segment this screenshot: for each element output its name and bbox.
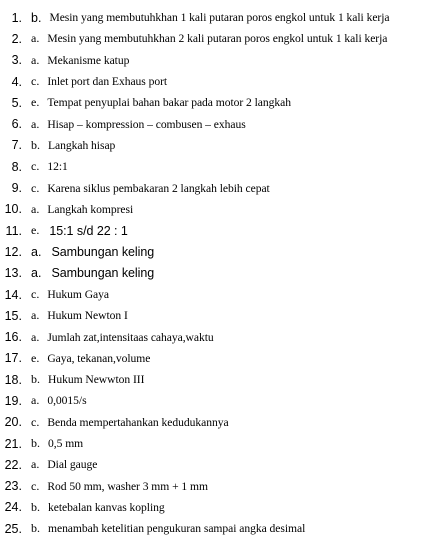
- answer-number: 4.: [11, 74, 22, 89]
- answer-text: Karena siklus pembakaran 2 langkah lebih cepat: [47, 181, 270, 195]
- answer-text: 15:1 s/d 22 : 1: [49, 223, 128, 238]
- answer-letter: c.: [31, 478, 40, 493]
- answer-row-7: [0, 135, 436, 156]
- answer-text: Jumlah zat,intensitaas cahaya,waktu: [47, 330, 214, 344]
- answer-number: 24.: [4, 500, 22, 515]
- answer-row-5: [0, 92, 436, 113]
- answer-letter: a.: [31, 457, 40, 472]
- answer-number: 18.: [4, 372, 22, 387]
- answer-number: 2.: [11, 31, 22, 46]
- answer-row-17: [0, 348, 436, 369]
- answer-text: Sambungan keling: [51, 266, 155, 281]
- answer-text: Langkah kompresi: [47, 202, 134, 216]
- answer-row-11: [0, 220, 436, 241]
- answer-letter: c.: [31, 74, 40, 89]
- answer-number: 19.: [4, 393, 22, 408]
- answer-letter: c.: [31, 159, 40, 174]
- answer-letter: a.: [31, 201, 40, 216]
- answer-letter: b.: [31, 137, 40, 152]
- answer-text: Tempat penyuplai bahan bakar pada motor 2 langkah: [47, 96, 291, 110]
- answer-letter: b.: [31, 499, 40, 514]
- answer-letter: b.: [31, 10, 42, 25]
- answer-number: 6.: [11, 117, 22, 132]
- answer-text: 12:1: [47, 160, 68, 174]
- answer-letter: c.: [31, 287, 40, 301]
- answer-number: 17.: [4, 351, 22, 366]
- answer-letter: e.: [31, 350, 40, 365]
- answer-letter: a.: [31, 244, 42, 259]
- answer-letter: e.: [31, 223, 40, 238]
- answer-number: 9.: [11, 181, 22, 196]
- answer-text: Hukum Gaya: [47, 288, 109, 301]
- answer-row-1: [0, 7, 436, 28]
- answer-number: 7.: [11, 138, 22, 153]
- answer-row-13: [0, 263, 436, 284]
- answer-text: Rod 50 mm, washer 3 mm + 1 mm: [47, 479, 208, 493]
- answer-row-23: [0, 476, 436, 497]
- answer-text: ketebalan kanvas kopling: [48, 500, 165, 514]
- answer-row-3: [0, 50, 436, 71]
- answer-text: 0,5 mm: [48, 437, 84, 451]
- answer-number: 20.: [4, 415, 22, 430]
- answer-row-21: [0, 433, 436, 454]
- answer-number: 12.: [4, 244, 22, 259]
- answer-number: 22.: [4, 457, 22, 472]
- answer-row-22: [0, 454, 436, 475]
- answer-letter: a.: [31, 329, 40, 344]
- answer-text: Hukum Newton I: [47, 309, 128, 323]
- answer-row-14: [0, 284, 436, 305]
- answer-letter: a.: [31, 31, 40, 46]
- answer-text: Hukum Newwton III: [48, 373, 145, 387]
- answer-row-20: [0, 412, 436, 433]
- answer-text: Inlet port dan Exhaus port: [47, 75, 168, 89]
- answer-row-12: [0, 241, 436, 262]
- answer-text: Sambungan keling: [51, 244, 155, 259]
- answer-row-10: [0, 199, 436, 220]
- answer-letter: a.: [31, 308, 40, 323]
- answer-number: 16.: [4, 330, 22, 345]
- answer-row-6: [0, 113, 436, 134]
- answer-letter: b.: [31, 372, 40, 387]
- answer-text: Mesin yang membutuhkhan 1 kali putaran poros engkol untuk 1 kali kerja: [49, 11, 390, 25]
- answer-number: 3.: [11, 53, 22, 68]
- answer-letter: c.: [31, 414, 40, 429]
- answer-number: 1.: [11, 10, 22, 25]
- answer-text: Benda mempertahankan kedudukannya: [47, 415, 229, 429]
- answer-row-16: [0, 326, 436, 347]
- answer-row-18: [0, 369, 436, 390]
- answer-key-list: [0, 7, 436, 539]
- answer-text: Gaya, tekanan,volume: [47, 351, 151, 365]
- answer-text: 0,0015/s: [47, 394, 87, 408]
- answer-text: Hisap – kompression – combusen – exhaus: [47, 117, 246, 131]
- answer-number: 23.: [4, 479, 22, 494]
- answer-row-24: [0, 497, 436, 518]
- answer-letter: b.: [31, 521, 40, 536]
- answer-number: 21.: [4, 436, 22, 451]
- answer-row-2: [0, 28, 436, 49]
- answer-letter: c.: [31, 180, 40, 195]
- answer-text: Mekanisme katup: [47, 53, 130, 67]
- answer-row-8: [0, 156, 436, 177]
- answer-number: 10.: [4, 202, 22, 217]
- answer-row-25: [0, 518, 436, 539]
- answer-text: Dial gauge: [47, 458, 98, 472]
- answer-row-15: [0, 305, 436, 326]
- answer-letter: a.: [31, 266, 42, 281]
- answer-number: 8.: [11, 159, 22, 174]
- answer-row-4: [0, 71, 436, 92]
- answer-row-9: [0, 177, 436, 198]
- answer-number: 13.: [4, 266, 22, 281]
- answer-letter: a.: [31, 393, 40, 408]
- answer-row-19: [0, 390, 436, 411]
- answer-letter: a.: [31, 116, 40, 131]
- answer-number: 11.: [5, 223, 22, 238]
- answer-letter: e.: [31, 95, 40, 110]
- answer-text: Mesin yang membutuhkhan 2 kali putaran poros engkol untuk 1 kali kerja: [47, 32, 388, 46]
- answer-letter: a.: [31, 52, 40, 67]
- answer-text: menambah ketelitian pengukuran sampai angka desimal: [48, 522, 306, 536]
- answer-number: 5.: [11, 95, 22, 110]
- answer-letter: b.: [31, 436, 40, 451]
- answer-text: Langkah hisap: [48, 138, 116, 152]
- answer-number: 14.: [4, 287, 22, 302]
- answer-number: 15.: [4, 308, 22, 323]
- answer-number: 25.: [4, 521, 22, 536]
